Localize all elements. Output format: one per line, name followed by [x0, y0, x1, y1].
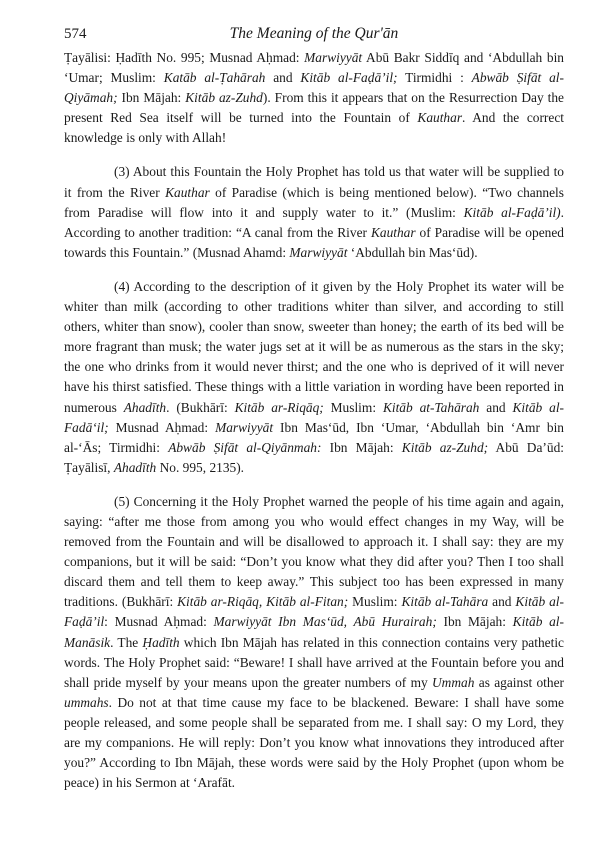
- italic-term: Kitāb ar-Riqāq;: [234, 399, 324, 415]
- text-run: (5) Concerning it the Holy Prophet warned the people of his time again and again, saying: “after me those from among you who would effect changes in my Way, will be removed from the Fountain and will be disallowed to approach it. I shall say: they are my companions, but it will be said: “Don’t you know what they did after you? Then I too shall discard them and tell them to keep away.” This subject too has been expressed in many traditions. (Bukhārī:: [64, 493, 564, 610]
- text-run: of Paradise (which is being mentioned below). “Two channels from Paradise will flow into it and supply water to it.” (Muslim:: [64, 184, 564, 220]
- text-run: Ibn Mājah:: [321, 439, 402, 455]
- book-page: [64, 0, 564, 793]
- italic-term: Marwiyyāt: [304, 50, 363, 65]
- italic-term: Ḥadīth: [142, 634, 180, 650]
- italic-term: Kitāb al-Manāsik: [64, 614, 564, 650]
- text-run: . Do not at that time cause my face to be blackened. Beware: I shall have some people released, and some people shall be separated from me. I shall say: O my Lord, they are my companions. He will reply: Don’t you know what innovations they introduced after you?” According to Ibn Mājah, these words were said by the Holy Prophet (upon whom be peace) in his Sermon at ‘Arafāt.: [64, 694, 564, 791]
- text-run: and: [479, 399, 513, 415]
- text-run: . And the correct knowledge is only with Allah!: [64, 110, 564, 146]
- italic-term: Kitāb at-Tahārah: [382, 399, 480, 415]
- text-run: Tirmidhi :: [397, 70, 472, 86]
- italic-term: Kitāb al-Faḍā’il;: [300, 70, 398, 86]
- text-run: Ibn Mājah:: [436, 614, 513, 630]
- text-run: Musnad Aḥmad:: [108, 419, 216, 435]
- text-run: . According to another tradition: “A canal from the River: [64, 204, 564, 240]
- text-run: (4) According to the description of it given by the Holy Prophet its water will be whiter than milk (according to other traditions whiter than silver, and according to still others, whiter than snow), cooler than snow, sweeter than honey; the earth of its bed will be more fragrant than musk; the water jugs set at it will be as numerous as the stars in the sky; the one who drinks from it would never thirst; and the one who is deprived of it will never have his thirst satisfied. These things with a little variation in wording have been reported in numerous: [64, 278, 564, 415]
- italic-term: Kitāb az-Zuhd;: [401, 439, 489, 455]
- italic-term: Ahadīth: [113, 459, 157, 475]
- italic-term: Marwiyyāt: [289, 244, 348, 260]
- text-run: which Ibn Mājah has related in this connection contains very pathetic words. The Holy Prophet said: “Beware! I shall have arrived at the Fountain before you and shall pride myself by your means upon the greater numbers of my: [64, 634, 564, 690]
- running-title: The Meaning of the Qur'ān: [229, 25, 399, 42]
- text-run: of Paradise will be opened towards this Fountain.” (Musnad Ahamd:: [64, 224, 564, 260]
- paragraph-gap: [64, 263, 564, 277]
- text-run: Ṭayālisi: Ḥadīth No. 995; Musnad Aḥmad:: [64, 50, 305, 65]
- italic-term: Kitāb al-Faḍā’il): [463, 204, 561, 220]
- text-run: Muslim:: [323, 399, 383, 415]
- italic-term: ummahs: [64, 694, 109, 710]
- italic-term: Kitāb az-Zuhd: [185, 90, 263, 106]
- text-run: Ibn Mas‘ūd, Ibn ‘Umar, ‘Abdullah bin ‘Amr bin al-‘Ās; Tirmidhi:: [64, 419, 564, 455]
- text-run: ‘Abdullah bin Mas‘ūd).: [347, 244, 478, 260]
- text-run: . (Bukhārī:: [166, 399, 235, 415]
- paragraph-gap: [64, 148, 564, 162]
- italic-term: Abwāb Ṣifāt al-Qiyāmah;: [64, 70, 564, 106]
- text-run: : Musnad Aḥmad:: [104, 614, 214, 630]
- text-run: (3) About this Fountain the Holy Prophet has told us that water will be supplied to it from the River: [64, 164, 564, 200]
- text-run: as against other: [474, 674, 564, 690]
- italic-term: Kauthar: [165, 184, 210, 200]
- text-run: . The: [110, 634, 143, 650]
- text-run: and: [265, 70, 301, 86]
- text-run: ). From this it appears that on the Resurrection Day the present Red Sea itself will be turned into the Fountain of: [64, 90, 564, 126]
- page-number: 574: [64, 26, 87, 42]
- italic-term: Marwiyyāt Ibn Mas‘ūd, Abū Hurairah;: [213, 614, 437, 630]
- text-run: Muslim:: [348, 594, 402, 610]
- italic-term: Marwiyyāt: [215, 419, 274, 435]
- text-run: No. 995, 2135).: [156, 459, 245, 475]
- paragraph-gap: [64, 478, 564, 492]
- paragraph-point-4: [64, 277, 564, 478]
- text-run: Abū Bakr Siddīq and ‘Abdullah bin ‘Umar; Muslim:: [64, 50, 564, 86]
- page-header: [64, 0, 564, 48]
- text-run: and: [488, 594, 516, 610]
- italic-term: Ahadīth: [123, 399, 167, 415]
- text-run: Ibn Mājah:: [117, 90, 186, 106]
- paragraph-continuation: [64, 48, 564, 148]
- italic-term: Kauthar: [417, 110, 463, 126]
- italic-term: Kitāb ar-Riqāq, Kitāb al-Fitan;: [177, 594, 349, 610]
- text-run: Abū Da’ūd: Ṭayālisī,: [64, 439, 564, 475]
- italic-term: Katāb al-Ṭahārah: [163, 70, 266, 86]
- paragraph-point-3: [64, 162, 564, 262]
- paragraph-point-5: [64, 492, 564, 793]
- italic-term: Kitāb al-Faḍā’il: [64, 594, 564, 630]
- italic-term: Abwāb Ṣifāt al-Qiyānmah:: [168, 439, 322, 455]
- italic-term: Kitāb al-Fadā‘il;: [64, 399, 565, 435]
- italic-term: Ummah: [432, 674, 475, 690]
- italic-term: Kauthar: [370, 224, 416, 240]
- italic-term: Kitāb al-Tahāra: [401, 594, 489, 610]
